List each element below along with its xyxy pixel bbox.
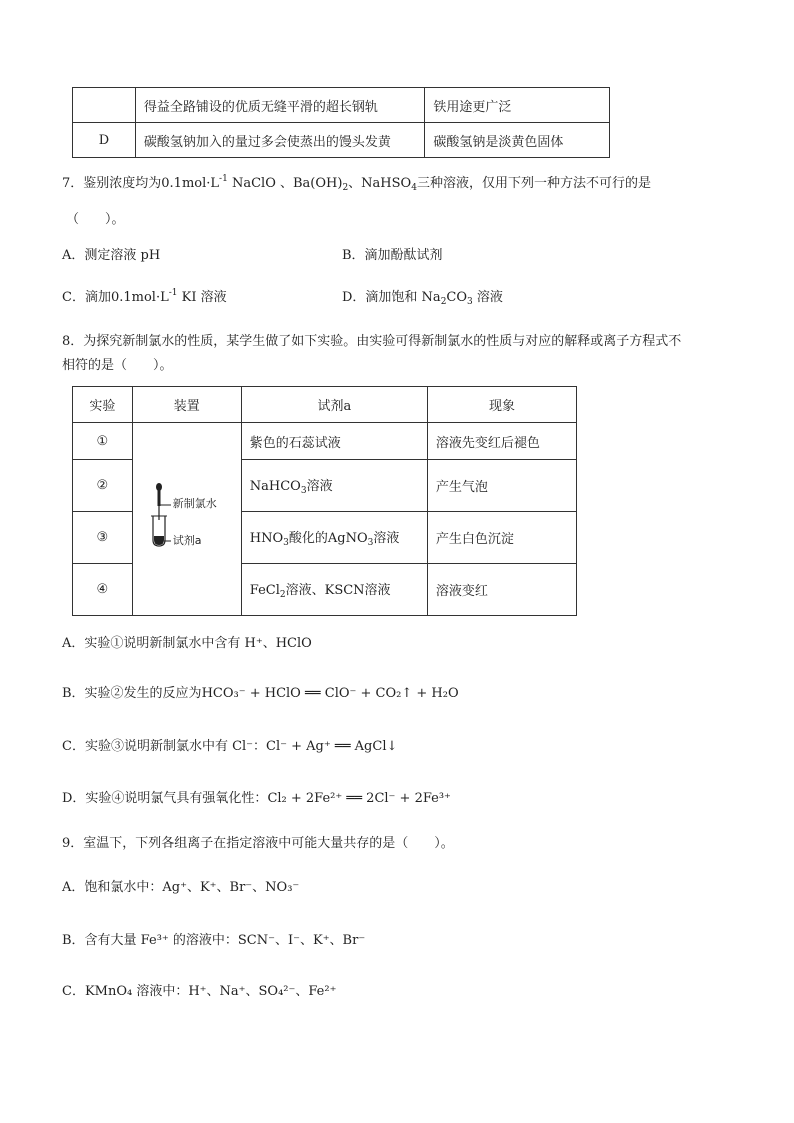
q7-conc: 0.1mol·L — [161, 176, 220, 191]
apparatus-cell — [132, 423, 241, 616]
q8-experiment-table — [72, 386, 577, 616]
sub-3: 3 — [367, 538, 374, 548]
reagent-text: 溶液 — [306, 479, 333, 494]
reagent-formula: FeCl — [249, 583, 280, 598]
q7-stem-text: 7．鉴别浓度均为 — [62, 176, 162, 191]
q7-c-pre: C．滴加 — [62, 290, 111, 305]
q7-c-exp: -1 — [168, 288, 178, 298]
q9-stem: 9．室温下，下列各组离子在指定溶液中可能大量共存的是（ ）。 — [62, 836, 454, 851]
header-cell: 试剂a — [241, 387, 427, 423]
q7-option-a: A．测定溶液 pH — [62, 248, 161, 263]
table-row — [73, 123, 610, 158]
reagent-cell — [241, 512, 427, 564]
q8-stem-line1: 8．为探究新制氯水的性质，某学生做了如下实验。由实验可得新制氯水的性质与对应的解释或离子方程式不 — [62, 334, 682, 349]
exp-number: ① — [73, 423, 133, 460]
reagent-text: 溶液、KSCN溶液 — [285, 583, 391, 598]
exp-number: ③ — [73, 512, 133, 564]
reagent-text: 溶液 — [373, 531, 400, 546]
q7-exp: -1 — [219, 174, 228, 184]
q8-option-b — [62, 682, 459, 701]
header-cell: 装置 — [132, 387, 241, 423]
top-answer-table — [72, 87, 610, 158]
phenomenon-cell: 产生白色沉淀 — [427, 512, 576, 564]
q9-option-c: C．KMnO₄ 溶液中：H⁺、Na⁺、SO₄²⁻、Fe²⁺ — [62, 984, 337, 999]
reagent-formula: NaHCO — [249, 479, 301, 494]
q8-option-d — [62, 787, 451, 806]
q8-b-pre: B．实验②发生的反应为 — [62, 686, 202, 701]
q7-formula-2: 、NaHSO — [348, 176, 412, 191]
q7-sub-4: 4 — [411, 183, 417, 193]
reagent-formula: HNO — [249, 531, 284, 546]
apparatus-label-bottom: 试剂a — [172, 534, 202, 547]
reagent-text: 酸化的AgNO — [288, 531, 368, 546]
q8-d-pre: D．实验④说明氯气具有强氧化性： — [62, 791, 268, 806]
row-label: D — [73, 123, 136, 158]
q8-d-equation: Cl₂ + 2Fe²⁺ ══ 2Cl⁻ + 2Fe³⁺ — [267, 791, 451, 806]
reason-cell: 碳酸氢钠是淡黄色固体 — [425, 123, 610, 158]
reagent-cell — [241, 460, 427, 512]
reagent-cell — [241, 564, 427, 616]
q7-d-post: 溶液 — [476, 290, 503, 305]
q7-stem — [62, 172, 651, 193]
reagent-cell: 紫色的石蕊试液 — [241, 423, 427, 460]
q8-b-equation: HCO₃⁻ + HClO ══ ClO⁻ + CO₂↑ + H₂O — [201, 686, 459, 701]
q7-sub-2: 2 — [342, 183, 349, 193]
q8-c-equation: Cl⁻ + Ag⁺ ══ AgCl↓ — [266, 739, 398, 754]
q9-option-a: A．饱和氯水中：Ag⁺、K⁺、Br⁻、NO₃⁻ — [62, 880, 300, 895]
phenomenon-cell: 溶液变红 — [427, 564, 576, 616]
q7-d-pre: D．滴加饱和 Na — [342, 290, 441, 305]
apparatus-label-top: 新制氯水 — [172, 497, 217, 510]
table-header-row — [73, 387, 577, 423]
q7-formula-1: NaClO 、Ba(OH) — [231, 176, 343, 191]
phenomenon-cell: 产生气泡 — [427, 460, 576, 512]
q7-c-conc: 0.1mol·L — [110, 290, 169, 305]
q7-stem-end: 三种溶液，仅用下列一种方法不可行的是 — [416, 176, 651, 191]
q8-option-c — [62, 735, 397, 754]
test-tube-dropper-icon — [133, 424, 241, 614]
phenomenon-cell: 溶液先变红后褪色 — [427, 423, 576, 460]
phenomenon-cell: 碳酸氢钠加入的量过多会使蒸出的馒头发黄 — [135, 123, 424, 158]
q7-d-sub2: 2 — [440, 297, 447, 307]
row-label — [73, 88, 136, 123]
q7-option-d — [342, 286, 503, 307]
q9-option-b: B．含有大量 Fe³⁺ 的溶液中：SCN⁻、I⁻、K⁺、Br⁻ — [62, 933, 366, 948]
header-cell: 实验 — [73, 387, 133, 423]
q7-d-mid: CO — [446, 290, 468, 305]
table-row — [73, 88, 610, 123]
table-row — [73, 423, 577, 460]
q7-option-c — [62, 286, 227, 305]
q8-option-a: A．实验①说明新制氯水中含有 H⁺、HClO — [62, 636, 312, 651]
phenomenon-cell: 得益全路铺设的优质无缝平滑的超长钢轨 — [135, 88, 424, 123]
exp-number: ④ — [73, 564, 133, 616]
header-cell: 现象 — [427, 387, 576, 423]
exp-number: ② — [73, 460, 133, 512]
q7-option-b: B．滴加酚酞试剂 — [342, 248, 443, 263]
q7-c-post: KI 溶液 — [181, 290, 227, 305]
q7-d-sub3: 3 — [467, 297, 473, 307]
sub-3: 3 — [300, 486, 307, 496]
sub-3: 3 — [283, 538, 289, 548]
q8-stem-line2: 相符的是（ ）。 — [62, 358, 173, 373]
q7-paren: （ ）。 — [66, 212, 125, 227]
q8-c-pre: C．实验③说明新制氯水中有 Cl⁻： — [62, 739, 267, 754]
reason-cell: 铁用途更广泛 — [425, 88, 610, 123]
sub-2: 2 — [279, 590, 286, 600]
